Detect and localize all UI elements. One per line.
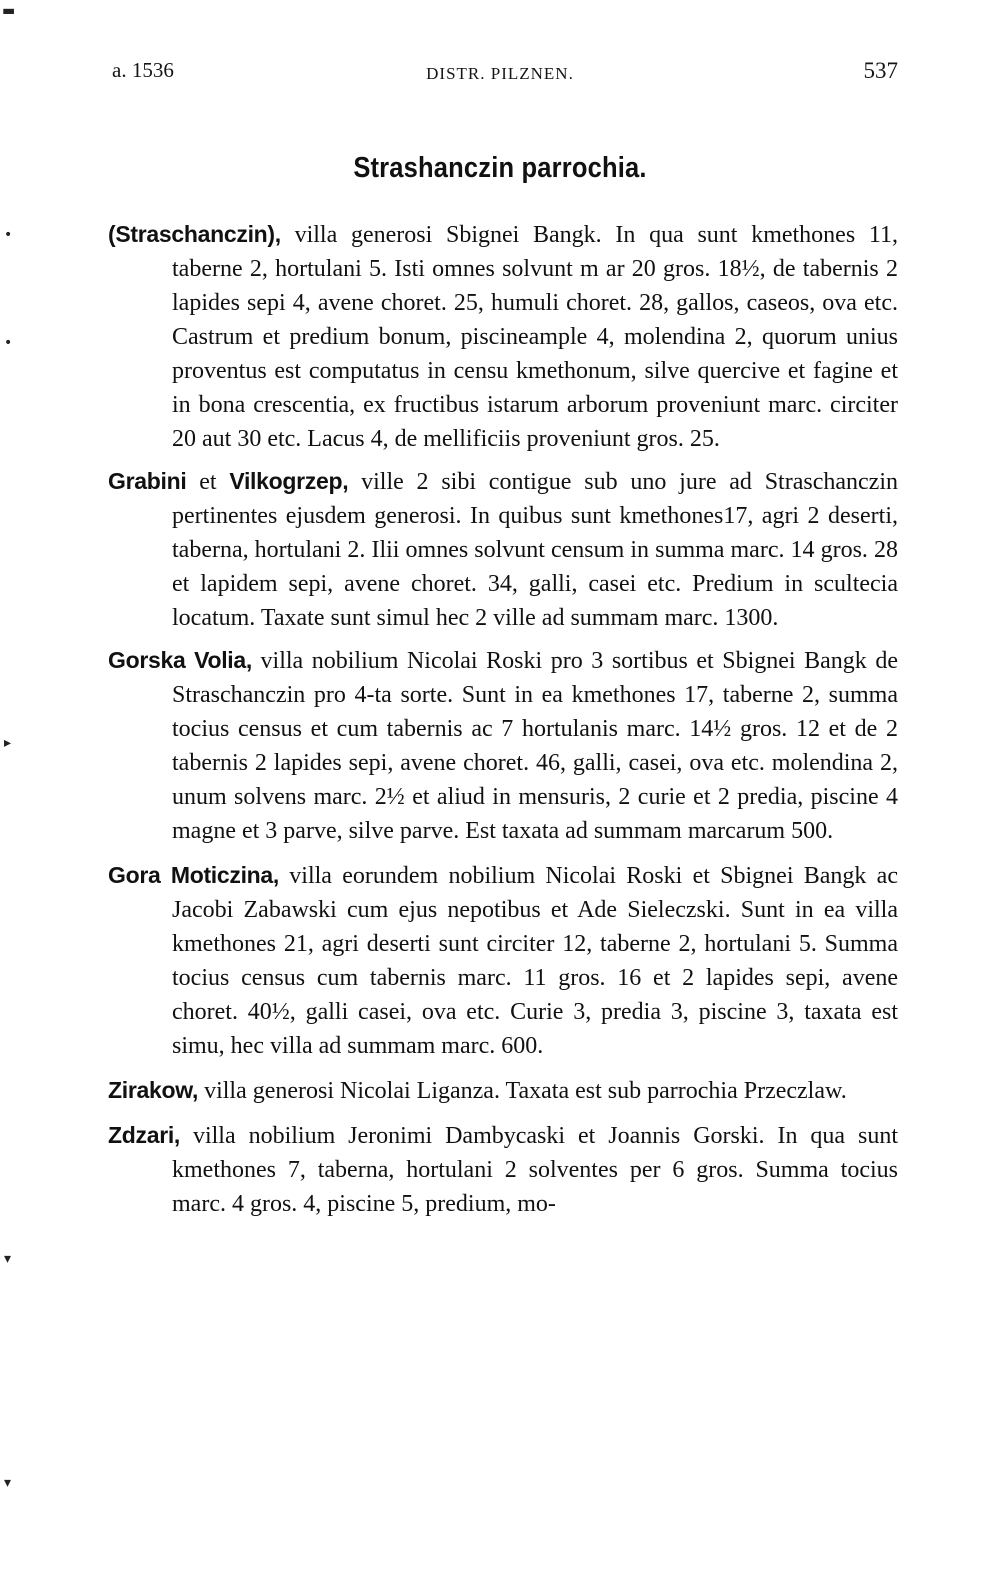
entry-text: villa eorundem nobilium Nicolai Roski et Sbignei Bangk ac Jacobi Zabawski cum ejus nepotibus et Ade Sieleczski. Sunt in ea villa kmethones 21, agri deserti sunt circiter 12, taberne 2, hortulani 5. Summa tocius census cum tabernis marc. 11 gros. 16 et 2 lapides sepi, avene choret. 40½, galli casei, ova etc. Curie 3, predia 3, piscine 3, taxata est simu, hec villa ad summam marc. 600. (172, 863, 898, 1059)
scan-speck: • (4, 335, 13, 351)
entry-name: Grabini (108, 468, 187, 494)
scan-speck: ▬ (2, 3, 16, 19)
entry-text: ville 2 sibi contigue sub uno jure ad Straschanczin pertinentes ejusdem generosi. In quibus sunt kmethones17, agri 2 deserti, taberna, hortulani 2. Ilii omnes solvunt censum in summa marc. 14 gros. 28 et lapidem sepi, avene choret. 34, galli, casei etc. Predium in scultecia locatum. Taxate sunt simul hec 2 ville ad summam marc. 1300. (172, 469, 898, 631)
entry-name: Zirakow, (108, 1077, 199, 1103)
page-title: Strashanczin parrochia. (353, 152, 647, 184)
entry-name-secondary: Vilkogrzep, (229, 468, 349, 494)
header-district: DISTR. PILZNEN. (426, 64, 574, 83)
document-body (108, 217, 898, 1221)
entry-zdzari (108, 1118, 898, 1221)
entry-text: villa generosi Nicolai Liganza. Taxata est sub parrochia Przeczlaw. (198, 1078, 847, 1104)
entry-gorska-volia (108, 643, 898, 848)
entry-name: (Straschanczin), (108, 221, 281, 247)
entry-name: Gora Moticzina, (108, 862, 280, 888)
entry-straschanczin (108, 217, 898, 456)
entry-gora-moticzina (108, 858, 898, 1063)
entry-text: villa nobilium Jeronimi Dambycaski et Joannis Gorski. In qua sunt kmethones 7, taberna, hortulani 2 solventes per 6 gros. Summa tocius marc. 4 gros. 4, piscine 5, predium, mo- (172, 1123, 898, 1217)
entry-text: villa generosi Sbignei Bangk. In qua sunt kmethones 11, taberne 2, hortulani 5. Isti omnes solvunt m ar 20 gros. 18½, de tabernis 2 lapides sepi 4, avene choret. 25, humuli choret. 28, gallos, caseos, ova etc. Castrum et predium bonum, piscineample 4, molendina 2, quorum unius proventus est computatus in censu kmethonum, silve quercive et fagine et in bona crescentia, ex fructibus istarum arborum proveniunt marc. circiter 20 aut 30 etc. Lacus 4, de mellificiis proveniunt gros. 25. (172, 222, 898, 452)
page-number: 537 (863, 58, 898, 83)
entry-zirakow (108, 1073, 898, 1108)
scan-speck: ▾ (4, 1251, 12, 1267)
header-year: a. 1536 (112, 58, 174, 82)
entry-name: Zdzari, (108, 1122, 181, 1148)
entry-name: Gorska Volia, (108, 647, 252, 673)
entry-grabini-vilkogrzep (108, 464, 898, 635)
entry-text: villa nobilium Nicolai Roski pro 3 sortibus et Sbignei Bangk de Straschanczin pro 4-ta sorte. Sunt in ea kmethones 17, taberne 2, summa tocius census et cum tabernis ac 7 hortulanis marc. 14½ gros. 12 et de 2 tabernis 2 lapides sepi, avene choret. 46, galli, casei, ova etc. molendina 2, unum solvens marc. 2½ et aliud in mensuris, 2 curie et 2 predia, piscine 4 magne et 3 parve, silve parve. Est taxata ad summam marcarum 500. (172, 648, 899, 844)
scan-speck: ▾ (4, 1475, 12, 1491)
entry-connector: et (186, 469, 230, 495)
scan-speck: • (4, 227, 13, 243)
scan-speck: ▸ (4, 735, 12, 751)
